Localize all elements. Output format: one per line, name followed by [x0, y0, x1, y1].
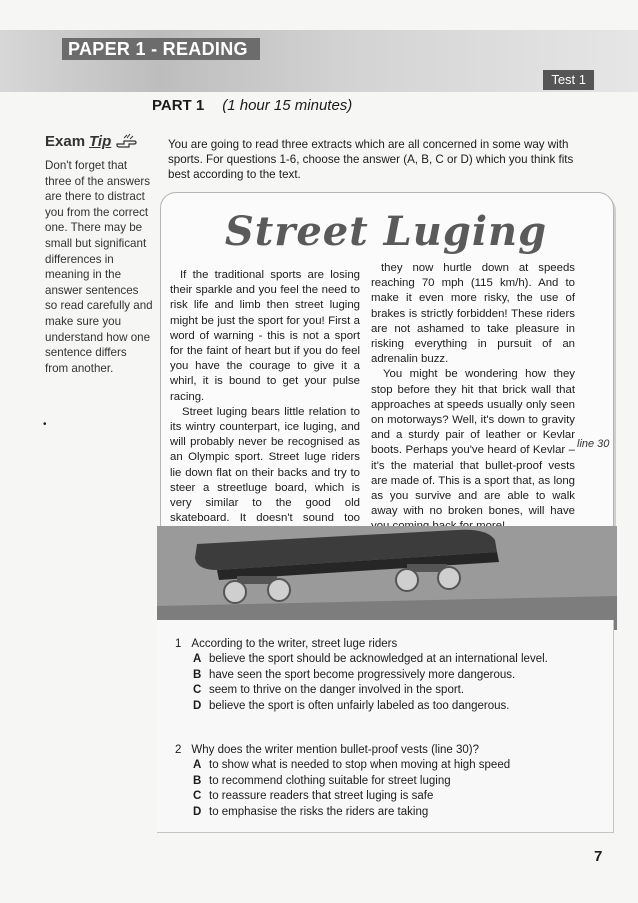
bullet-mark: •	[43, 419, 47, 430]
paper-title: PAPER 1 - READING	[62, 38, 260, 60]
instructions: You are going to read three extracts which are all concerned in some way with sports. For questions 1-6, choose the answer (A, B, C or D) which you think fits best according to the text.	[168, 138, 574, 181]
answer-option[interactable]	[175, 668, 595, 683]
answer-option[interactable]	[175, 652, 595, 667]
article-paragraph: You might be wondering how they stop before they hit that brick wall that approaches at speeds usually only seen on motorways? Well, it's down to gravity and a sturdy pair of leather or Kevlar boots. Perhaps you've heard of Kevlar – it's the material that bullet-proof vests are made of. This is a sport that, as long as you survive and are able to walk away with no broken bones, will have	[371, 368, 575, 518]
option-letter: A	[193, 759, 202, 772]
question-number: 2	[175, 744, 182, 756]
question-stem: Why does the writer mention bullet-proof vests (line 30)?	[191, 744, 480, 756]
question-1	[175, 637, 595, 714]
exam-tip-tip: Tip	[89, 132, 112, 150]
option-text: to show what is needed to stop when moving at high speed	[209, 759, 511, 772]
article-paragraph: If the traditional sports are losing their sparkle and you feel the need to risk life and limb then street luging might be just the sport for you! First a word of warning - this is not a sport for the faint of heart but if you do feel you have the courage to give it a whirl, it is bound to get your pulse racing.	[170, 269, 360, 403]
option-letter: D	[193, 805, 202, 818]
option-letter: D	[193, 699, 202, 712]
exam-tip-text: Don't forget that three of the answers are there to distract you from the correct one. There may be small but significant differences in meaning in the answer sentences so read carefully and make sure you understand how one sentence differs from another.	[45, 159, 153, 375]
answer-option[interactable]	[175, 789, 595, 804]
part-duration: (1 hour 15 minutes)	[222, 97, 353, 114]
part-heading	[152, 97, 352, 114]
option-text: seem to thrive on the danger involved in the sport.	[209, 684, 465, 697]
page-number: 7	[594, 848, 603, 865]
question-2	[175, 743, 595, 820]
street-luge-board-photo	[157, 526, 617, 630]
question-number: 1	[175, 638, 182, 650]
option-text: to reassure readers that street luging is safe	[209, 790, 434, 803]
article-title: Street Luging	[224, 208, 548, 255]
option-letter: B	[193, 774, 202, 787]
test-label: Test 1	[543, 70, 594, 90]
question-stem: According to the writer, street luge riders	[191, 638, 398, 650]
exam-tip-exam: Exam	[45, 132, 86, 150]
exam-tip-heading	[45, 132, 137, 150]
option-text: to recommend clothing suitable for street luging	[209, 774, 451, 787]
answer-option[interactable]	[175, 758, 595, 773]
option-letter: A	[193, 653, 202, 666]
option-letter: B	[193, 668, 202, 681]
answer-option[interactable]	[175, 805, 595, 820]
option-text: believe the sport should be acknowledged at an international level.	[209, 653, 548, 666]
answer-option[interactable]	[175, 774, 595, 789]
option-text: believe the sport is often unfairly labeled as too dangerous.	[209, 699, 510, 712]
option-text: to emphasise the risks the riders are taking	[209, 805, 429, 818]
answer-option[interactable]	[175, 683, 595, 698]
option-text: have seen the sport become progressively more dangerous.	[209, 668, 516, 681]
article-paragraph: Street luging bears little relation to its wintry counterpart, ice luging, and will probably never be recognised as an Olympic sport. Street luge riders lie down flat on their backs and try to steer a streetluge board, which is very similar to the good old skateboard. It doesn't sound too	[170, 405, 360, 525]
part-label: PART 1	[152, 97, 205, 114]
option-letter: C	[193, 684, 202, 697]
answer-option[interactable]	[175, 699, 595, 714]
article-paragraph: they now hurtle down at speeds reaching 70 mph (115 km/h). And to make it even more risky, the use of brakes is strictly forbidden! These riders are not ashamed to take pleasure in risking everything in pursuit of an adrenalin buzz.	[371, 262, 575, 366]
pointing-hand-icon	[115, 132, 137, 150]
article-right-column	[371, 261, 575, 535]
option-letter: C	[193, 790, 202, 803]
line-reference: line 30	[577, 438, 610, 450]
